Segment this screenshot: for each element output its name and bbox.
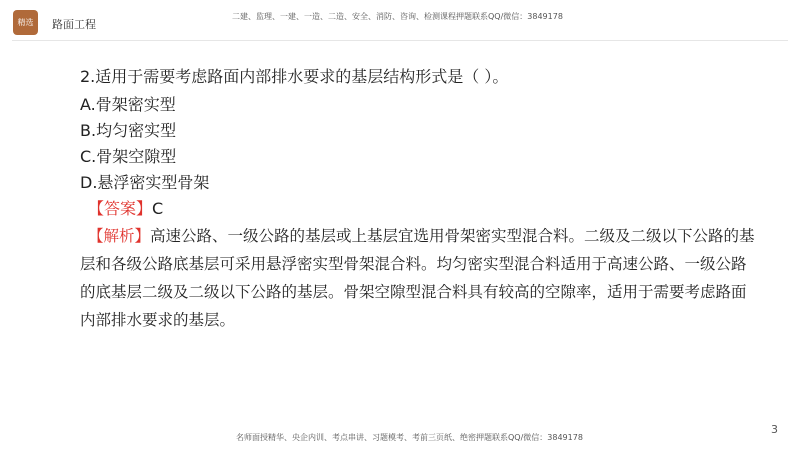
question-stem: 2.适用于需要考虑路面内部排水要求的基层结构形式是（ ）。 (80, 67, 509, 86)
option-d: D.悬浮密实型骨架 (80, 173, 210, 192)
option-b: B.均匀密实型 (80, 121, 177, 140)
analysis-label: 【解析】 (88, 227, 151, 245)
top-banner: 二建、监理、一建、一造、二造、安全、消防、咨询、检测课程押题联系QQ/微信：3849178 (232, 12, 563, 21)
section-title: 路面工程 (52, 18, 96, 31)
analysis-text: 高速公路、一级公路的基层或上基层宜选用骨架密实型混合料。二级及二级以下公路的基层和各级公路底基层可采用悬浮密实型骨架混合料。均匀密实型混合料适用于高速公路、一级公路的底基层二级及二级以下公路的基层。骨架空隙型混合料具有较高的空隙率，适用于需要考虑路面内部排水要求的基层。 (80, 227, 755, 329)
answer-line (80, 196, 760, 222)
bottom-banner: 名师面授精华、央企内训、考点串讲、习题模考、考前三页纸、绝密押题联系QQ/微信：3849178 (236, 433, 583, 442)
logo-badge-text: 精选 (17, 17, 34, 27)
option-c: C.骨架空隙型 (80, 147, 177, 166)
question-content (80, 64, 760, 334)
page-number: 3 (771, 423, 778, 436)
answer-value: C (152, 199, 164, 218)
answer-label: 【答案】 (88, 199, 153, 218)
header-divider (12, 40, 788, 41)
logo-badge (13, 10, 38, 35)
option-a: A.骨架密实型 (80, 95, 176, 114)
analysis-paragraph (80, 222, 760, 334)
